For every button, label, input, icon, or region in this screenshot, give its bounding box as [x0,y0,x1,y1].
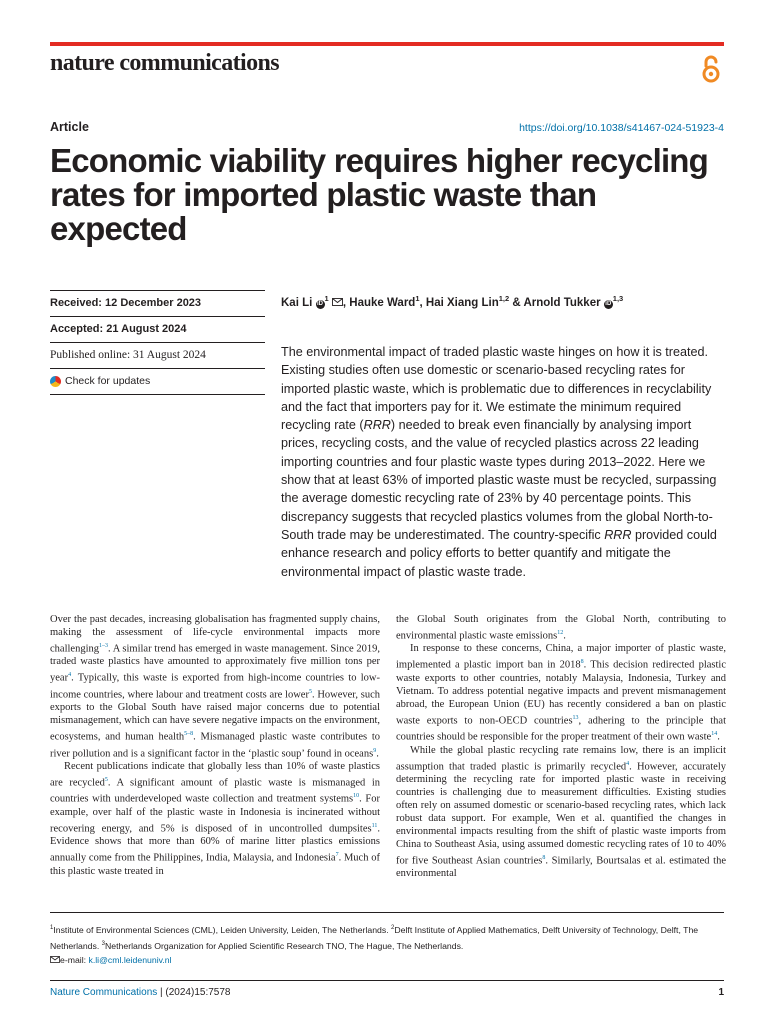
author-affiliation: 1 [415,294,420,303]
citation-ref[interactable]: 5–8 [184,731,194,738]
body-text: In response to these concerns, China, a major importer of plastic waste, implemented a plastic import ban in 2018 [396,643,726,671]
body-paragraph [50,761,380,879]
body-text: . However, such exports to the Global South have raised major concerns due to potential mismanagement, which can have severe negative impacts on the environment, ecosystems, and human health [50,689,380,743]
citation-ref[interactable]: 10 [353,793,360,800]
body-text: . [563,630,566,642]
article-type: Article [50,120,89,134]
body-text: . A similar trend has emerged in waste management. Since 2019, traded waste plastics have amounted to approximately five million tons per year [50,643,380,684]
body-text: the Global South originates from the Global North, contributing to environmental plastic waste emissions [396,614,726,642]
author-name[interactable]: Hai Xiang Lin [425,296,499,309]
body-text: . Similarly, Bourtsalas et al. estimated the environmental [396,855,726,880]
check-updates-icon [50,376,61,387]
body-text: . [376,748,379,760]
citation-ref[interactable]: 8 [580,659,584,666]
body-text: . However, accurately determining the recycling rate for imported plastic waste in receiving countries is challenging due to measurement difficulties. Existing studies often rely on assumed domestic or scenario-based recycling rates, which lack robust data support. For example, Wen et al. quantified the changes in environmental impacts resulting from the shift of plastic waste imports from China to Southeast Asia, using assumed domestic recycling rates of 10 to 40% for five Southeast Asian countries [396,761,726,867]
body-text: . This decision redirected plastic waste exports to other countries, notably Malaysia, Indonesia, Turkey and Vietnam. To address potential negative impacts and prevent mismanagement abroad, the European Union (EU) has recently considered a ban on plastic waste exports to non-OECD countries [396,659,726,727]
envelope-icon [50,956,60,963]
body-text: Recent publications indicate that globally less than 10% of waste plastics are recycled [50,761,380,789]
body-text: . Typically, this waste is exported from high-income countries to low-income countries, where labour and treatment costs are lower [50,672,380,701]
email-link[interactable]: k.li@cml.leidenuniv.nl [88,954,172,965]
author-affiliation: 1,3 [612,294,624,303]
citation-ref[interactable]: 14 [711,731,718,738]
citation-ref[interactable]: 5 [308,688,312,695]
affiliations [50,921,724,967]
body-text: . [717,731,720,743]
citation-ref[interactable]: 7 [335,852,339,859]
body-text: . Evidence shows that more than 60% of marine litter plastics emissions annually come from the Philippines, India, Malaysia, and Indonesia [50,823,380,864]
journal-name: nature communications [50,50,279,76]
body-paragraph [396,614,726,643]
page-footer [50,987,724,998]
abstract-rrr: RRR [363,418,391,433]
citation-ref[interactable]: 12 [557,629,564,636]
abstract [281,343,726,581]
body-text: . Much of this plastic waste treated in [50,852,380,877]
citation-ref[interactable]: 9 [373,747,377,754]
orcid-icon[interactable]: iD [317,300,324,307]
doi-link[interactable]: https://doi.org/10.1038/s41467-024-51923-4 [519,122,724,134]
published-date: Published online: 31 August 2024 [50,342,265,368]
affiliation-marker: 3 [101,940,106,947]
citation-ref[interactable]: 8 [542,854,546,861]
body-text: , adhering to the principle that countries should be responsible for the proper treatment of their own waste [396,715,726,743]
body-paragraph [50,614,380,761]
email-label: e-mail: [60,954,89,965]
open-access-icon[interactable] [700,54,722,84]
footnote-divider [50,912,724,913]
citation-ref[interactable]: 1–3 [98,642,108,649]
orcid-icon[interactable]: iD [605,300,612,307]
body-column-left [50,614,380,879]
article-dates [50,290,265,395]
citation-ref[interactable]: 4 [68,672,72,679]
author-name[interactable]: Hauke Ward [349,296,416,309]
body-text: While the global plastic recycling rate remains low, there is an implicit assumption that traded plastic is primarily recycled [396,744,726,773]
article-title: Economic viability requires higher recycling rates for imported plastic waste than expected [50,142,709,247]
citation-ref[interactable]: 5 [104,776,108,783]
body-text: . Mismanaged plastic waste contributes to river pollution and is a significant factor in the ‘plastic soup’ found in oceans [50,731,380,760]
body-paragraph [396,643,726,744]
author-name[interactable]: Kai Li [281,296,313,309]
affiliation-1: Institute of Environmental Sciences (CML), Leiden University, Leiden, The Netherlands. [53,924,392,935]
body-column-right [396,614,726,881]
author-affiliation: 1,2 [498,294,510,303]
affiliation-3: Netherlands Organization for Applied Scientific Research TNO, The Hague, The Netherlands. [105,940,464,951]
citation-ref[interactable]: 11 [371,822,378,829]
footer-issue: | (2024)15:7578 [157,987,231,998]
abstract-text: The environmental impact of traded plastic waste hinges on how it is treated. Existing studies often use domestic or scenario-based recycling rates for imported plastic waste, which is problematic due to differences in recyclability and the fact that importers pay for it. We estimate the minimum required recycling rate ( [281,345,712,433]
check-updates[interactable] [50,368,265,395]
affiliation-marker: 2 [391,925,395,931]
author-affiliation: 1 [324,294,329,303]
author-name[interactable]: Arnold Tukker [523,296,601,309]
body-text: Over the past decades, increasing globalisation has fragmented supply chains, making the assessment of life-cycle environmental impacts more challenging [50,614,380,655]
affiliation-marker: 1 [50,925,54,931]
abstract-text: ) needed to break even financially by analysing import prices, recycling costs, and the value of recycled plastics across 22 leading importing countries and four plastic waste types during 2013–2022. Here we show that at least 63% of imported plastic waste must be recycled, surpassing the average domestic recycling rate of 23% by 40 percentage points. This discrepancy suggests that recycled plastics volumes from the global North-to-South trade may be underestimated. The country-specific [281,418,717,542]
body-text: . A significant amount of plastic waste is mismanaged in countries with underdeveloped waste collection and treatment systems [50,777,380,805]
body-text: . For example, over half of the plastic waste in Indonesia is incinerated without recovering energy, and 5% is disposed of in uncontrolled dumpsites [50,793,380,835]
abstract-text: provided could enhance research and policy efforts to better quantify and mitigate the environmental impact of plastic waste trade. [281,527,717,579]
page-number: 1 [718,987,724,998]
check-updates-label[interactable]: Check for updates [65,375,151,387]
body-paragraph [396,745,726,882]
envelope-icon[interactable] [332,298,343,306]
citation-ref[interactable]: 13 [572,714,579,721]
affiliation-2: Delft Institute of Applied Mathematics, Delft University of Technology, Delft, The Netherlands. [50,924,699,951]
citation-ref[interactable]: 4 [626,760,630,767]
received-date: Received: 12 December 2023 [50,290,265,316]
footer-divider [50,980,724,981]
author-conjunction: & [512,296,521,309]
abstract-rrr: RRR [604,527,632,542]
author-list: Kai Li $iD^1$ , Hauke Ward$^1$, Hai Xiang Lin$^{1,2}$ & Arnold Tukker iD$^{1,3}$ [281,294,624,309]
accepted-date: Accepted: 21 August 2024 [50,316,265,342]
header-accent-bar [50,42,724,46]
footer-journal[interactable]: Nature Communications [50,987,158,998]
